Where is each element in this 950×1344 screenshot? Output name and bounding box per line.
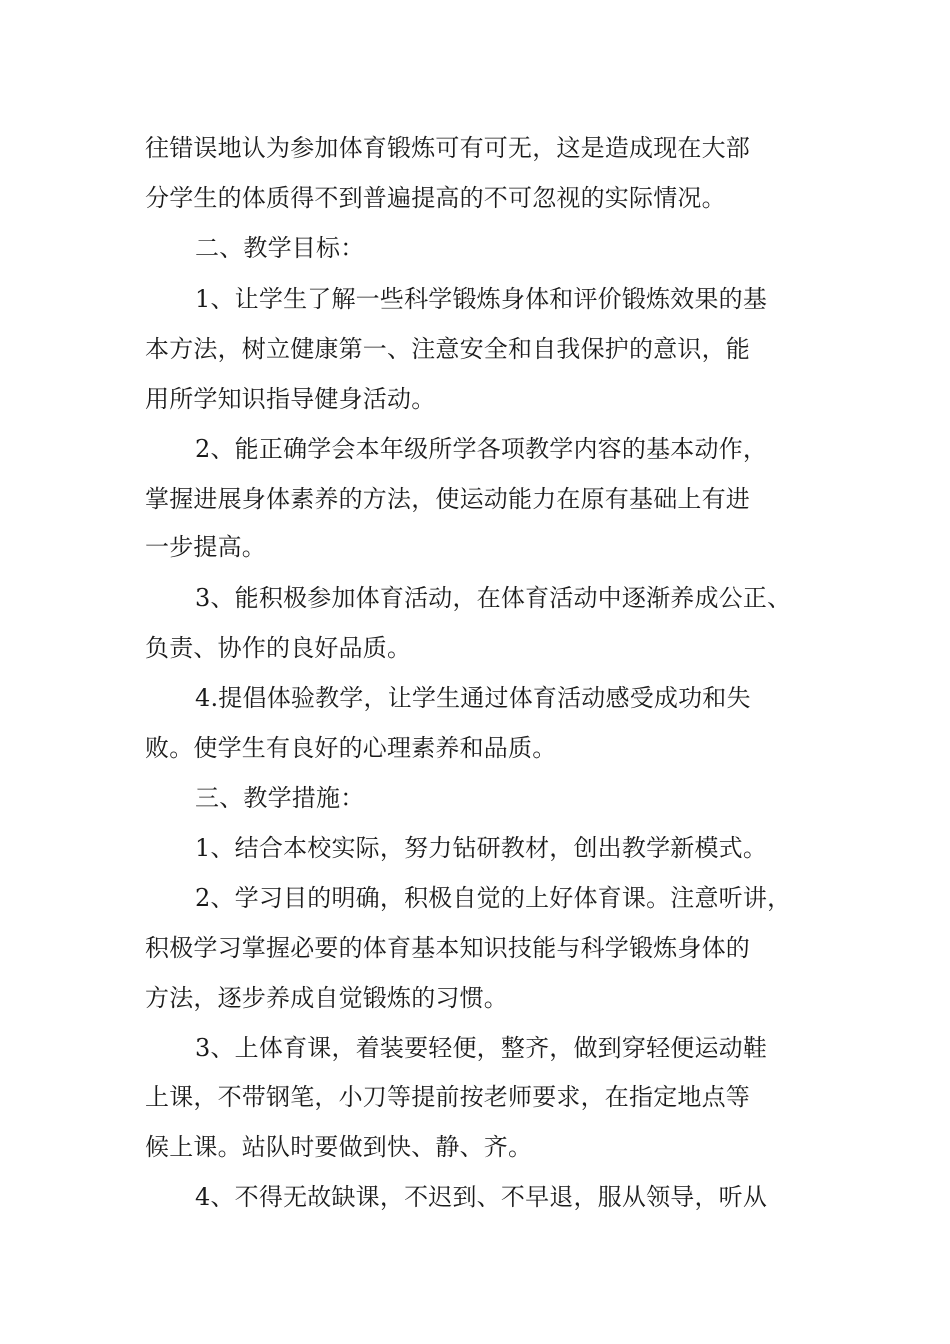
text-line: 一步提高。 (145, 533, 266, 561)
text-line: 积极学习掌握必要的体育基本知识技能与科学锻炼身体的 (145, 934, 750, 962)
text-line: 用所学知识指导健身活动。 (145, 385, 436, 413)
text-line: 3、能积极参加体育活动，在体育活动中逐渐养成公正、 (195, 584, 792, 612)
text-line: 往错误地认为参加体育锻炼可有可无，这是造成现在大部 (145, 134, 750, 162)
text-line: 4.提倡体验教学，让学生通过体育活动感受成功和失 (195, 684, 751, 712)
text-line: 分学生的体质得不到普遍提高的不可忽视的实际情况。 (145, 184, 726, 212)
text-line: 本方法，树立健康第一、注意安全和自我保护的意识，能 (145, 335, 750, 363)
text-line: 候上课。站队时要做到快、静、齐。 (145, 1133, 533, 1161)
text-line: 1、让学生了解一些科学锻炼身体和评价锻炼效果的基 (195, 285, 768, 313)
text-line: 1、结合本校实际，努力钻研教材，创出教学新模式。 (195, 834, 768, 862)
text-line: 方法，逐步养成自觉锻炼的习惯。 (145, 984, 508, 1012)
text-line: 4、不得无故缺课，不迟到、不早退，服从领导，听从 (195, 1183, 768, 1211)
text-line: 上课，不带钢笔，小刀等提前按老师要求，在指定地点等 (145, 1083, 750, 1111)
section-heading-goals: 二、教学目标： (195, 234, 365, 262)
text-line: 2、学习目的明确，积极自觉的上好体育课。注意听讲， (195, 884, 792, 912)
text-line: 负责、协作的良好品质。 (145, 634, 412, 662)
text-line: 败。使学生有良好的心理素养和品质。 (145, 734, 557, 762)
text-line: 2、能正确学会本年级所学各项教学内容的基本动作， (195, 435, 768, 463)
section-heading-measures: 三、教学措施： (195, 784, 365, 812)
text-line: 3、上体育课，着装要轻便，整齐，做到穿轻便运动鞋 (195, 1034, 768, 1062)
text-line: 掌握进展身体素养的方法，使运动能力在原有基础上有进 (145, 485, 750, 513)
